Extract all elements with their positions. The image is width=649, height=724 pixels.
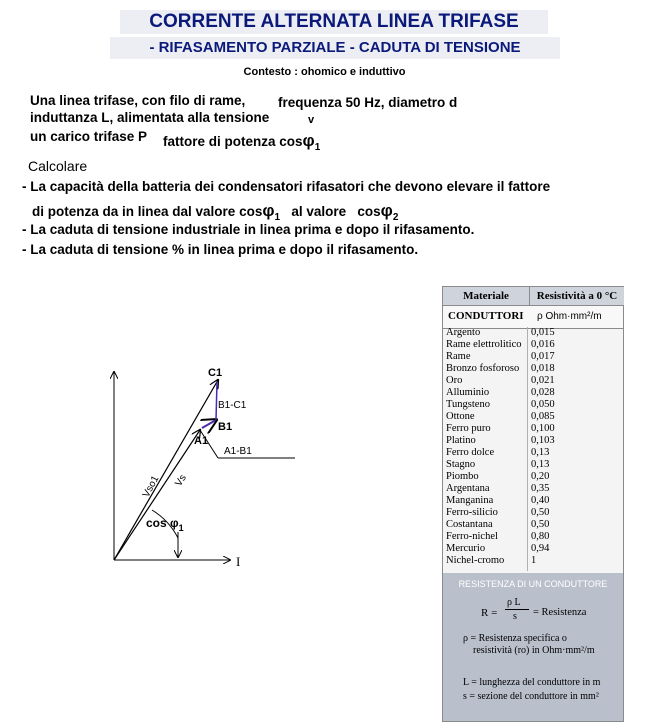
context-label: Contesto : ohomico e induttivo (243, 66, 406, 78)
material-name: Alluminio (446, 387, 490, 398)
phi-symbol: φ (302, 131, 315, 150)
label-b1: B1 (218, 421, 233, 433)
table-row (445, 387, 621, 399)
conduttori-row (443, 305, 623, 329)
formula-den: s (513, 611, 517, 622)
formula-s: s = sezione del conduttore in mm² (463, 691, 599, 702)
label-b1c1: B1-C1 (218, 400, 247, 411)
material-value: 0,13 (531, 447, 550, 458)
material-name: Ottone (446, 411, 475, 422)
table-row (445, 447, 621, 459)
material-name: Ferro dolce (446, 447, 495, 458)
table-row (445, 363, 621, 375)
material-value: 0,80 (531, 531, 550, 542)
material-value: 0,017 (531, 351, 555, 362)
table-row (445, 471, 621, 483)
material-value: 1 (531, 555, 537, 566)
material-name: Bronzo fosforoso (446, 363, 520, 374)
label-c1: C1 (208, 367, 223, 379)
formula-eq: = Resistenza (533, 607, 587, 618)
formula-r: R = (481, 607, 498, 619)
formula-title: RESISTENZA DI UN CONDUTTORE (458, 579, 608, 589)
material-name: Manganina (446, 495, 494, 506)
intro-line2: induttanza L, alimentata alla tensione (30, 110, 270, 125)
label-vs: Vs (173, 472, 189, 489)
material-value: 0,015 (531, 327, 555, 338)
material-name: Stagno (446, 459, 476, 470)
material-name: Argento (446, 327, 481, 338)
table-row (445, 519, 621, 531)
calc-item1: - La capacità della batteria dei condensatori rifasatori che devono elevare il fattore (22, 179, 551, 194)
table-row (445, 375, 621, 387)
table-row (445, 423, 621, 435)
table-row (445, 555, 621, 567)
material-name: Mercurio (446, 543, 486, 554)
label-a1: A1 (194, 435, 209, 447)
material-name: Nichel-cromo (446, 555, 505, 566)
page-title: CORRENTE ALTERNATA LINEA TRIFASE (120, 10, 548, 34)
intro-line1: Una linea trifase, con filo di rame, (30, 93, 246, 108)
material-value: 0,50 (531, 519, 550, 530)
label-cosphi: $\cos \varphi_1$ (146, 516, 184, 533)
intro-line3: un carico trifase P (30, 129, 148, 144)
calc-item1b: di potenza da in linea dal valore cosφ$_1$ al valore cosφ$_2$ (32, 201, 399, 223)
label-vso1: Vso1 (140, 474, 162, 500)
label-a1b1: A1-B1 (224, 446, 252, 457)
vso1-vector (114, 380, 218, 560)
material-value: 0,085 (531, 411, 555, 422)
material-value: 0,103 (531, 435, 555, 446)
intro-line3b: fattore di potenza cosφ$_1$ (163, 131, 321, 153)
material-value: 0,40 (531, 495, 550, 506)
intro-voltage: v (308, 114, 315, 126)
unit-label: ρ Ohm·mm²/m (537, 311, 602, 322)
calc-heading: Calcolare (28, 158, 88, 174)
material-value: 0,016 (531, 339, 555, 350)
header-resistivity: Resistività a 0 °C (529, 287, 624, 305)
material-name: Platino (446, 435, 476, 446)
table-row (445, 531, 621, 543)
table-row (445, 507, 621, 519)
material-name: Ferro puro (446, 423, 491, 434)
material-value: 0,94 (531, 543, 550, 554)
vs-vector (114, 430, 200, 560)
table-row (445, 435, 621, 447)
table-row (445, 351, 621, 363)
table-row (445, 483, 621, 495)
material-value: 0,050 (531, 399, 555, 410)
material-name: Tungsteno (446, 399, 490, 410)
table-row (445, 399, 621, 411)
table-row (445, 543, 621, 555)
material-value: 0,20 (531, 471, 550, 482)
material-value: 0,50 (531, 507, 550, 518)
calc-item3: - La caduta di tensione % in linea prima e dopo il rifasamento. (22, 242, 419, 257)
header-material: Materiale (443, 287, 529, 305)
material-name: Costantana (446, 519, 493, 530)
formula-num: ρ L (507, 597, 521, 608)
material-value: 0,021 (531, 375, 555, 386)
material-name: Piombo (446, 471, 479, 482)
label-i: I (236, 554, 241, 569)
material-value: 0,13 (531, 459, 550, 470)
table-row (445, 327, 621, 339)
a1-b1-vector (202, 420, 216, 428)
material-value: 0,028 (531, 387, 555, 398)
formula-rho2: resistività (ro) in Ohm·mm²/m (473, 645, 595, 656)
material-value: 0,35 (531, 483, 550, 494)
material-value: 0,018 (531, 363, 555, 374)
fraction-bar (505, 609, 529, 610)
table-row (445, 339, 621, 351)
resistivity-table (442, 286, 624, 722)
material-name: Argentana (446, 483, 490, 494)
table-row (445, 495, 621, 507)
b1-c1-vector (216, 382, 217, 420)
conduttori-label: CONDUTTORI (448, 310, 524, 322)
phasor-diagram (100, 360, 300, 575)
intro-line1b: frequenza 50 Hz, diametro d (278, 95, 458, 110)
page-subtitle: - RIFASAMENTO PARZIALE - CADUTA DI TENSIONE (110, 37, 560, 59)
formula-box (443, 573, 623, 721)
calc-item2: - La caduta di tensione industriale in linea prima e dopo il rifasamento. (22, 222, 475, 237)
formula-l: L = lunghezza del conduttore in m (463, 677, 601, 688)
formula-rho1: ρ = Resistenza specifica o (463, 633, 567, 644)
table-row (445, 411, 621, 423)
material-name: Ferro-nichel (446, 531, 498, 542)
material-value: 0,100 (531, 423, 555, 434)
material-name: Rame elettrolitico (446, 339, 522, 350)
table-row (445, 459, 621, 471)
material-name: Ferro-silicio (446, 507, 498, 518)
material-name: Oro (446, 375, 463, 386)
material-name: Rame (446, 351, 471, 362)
